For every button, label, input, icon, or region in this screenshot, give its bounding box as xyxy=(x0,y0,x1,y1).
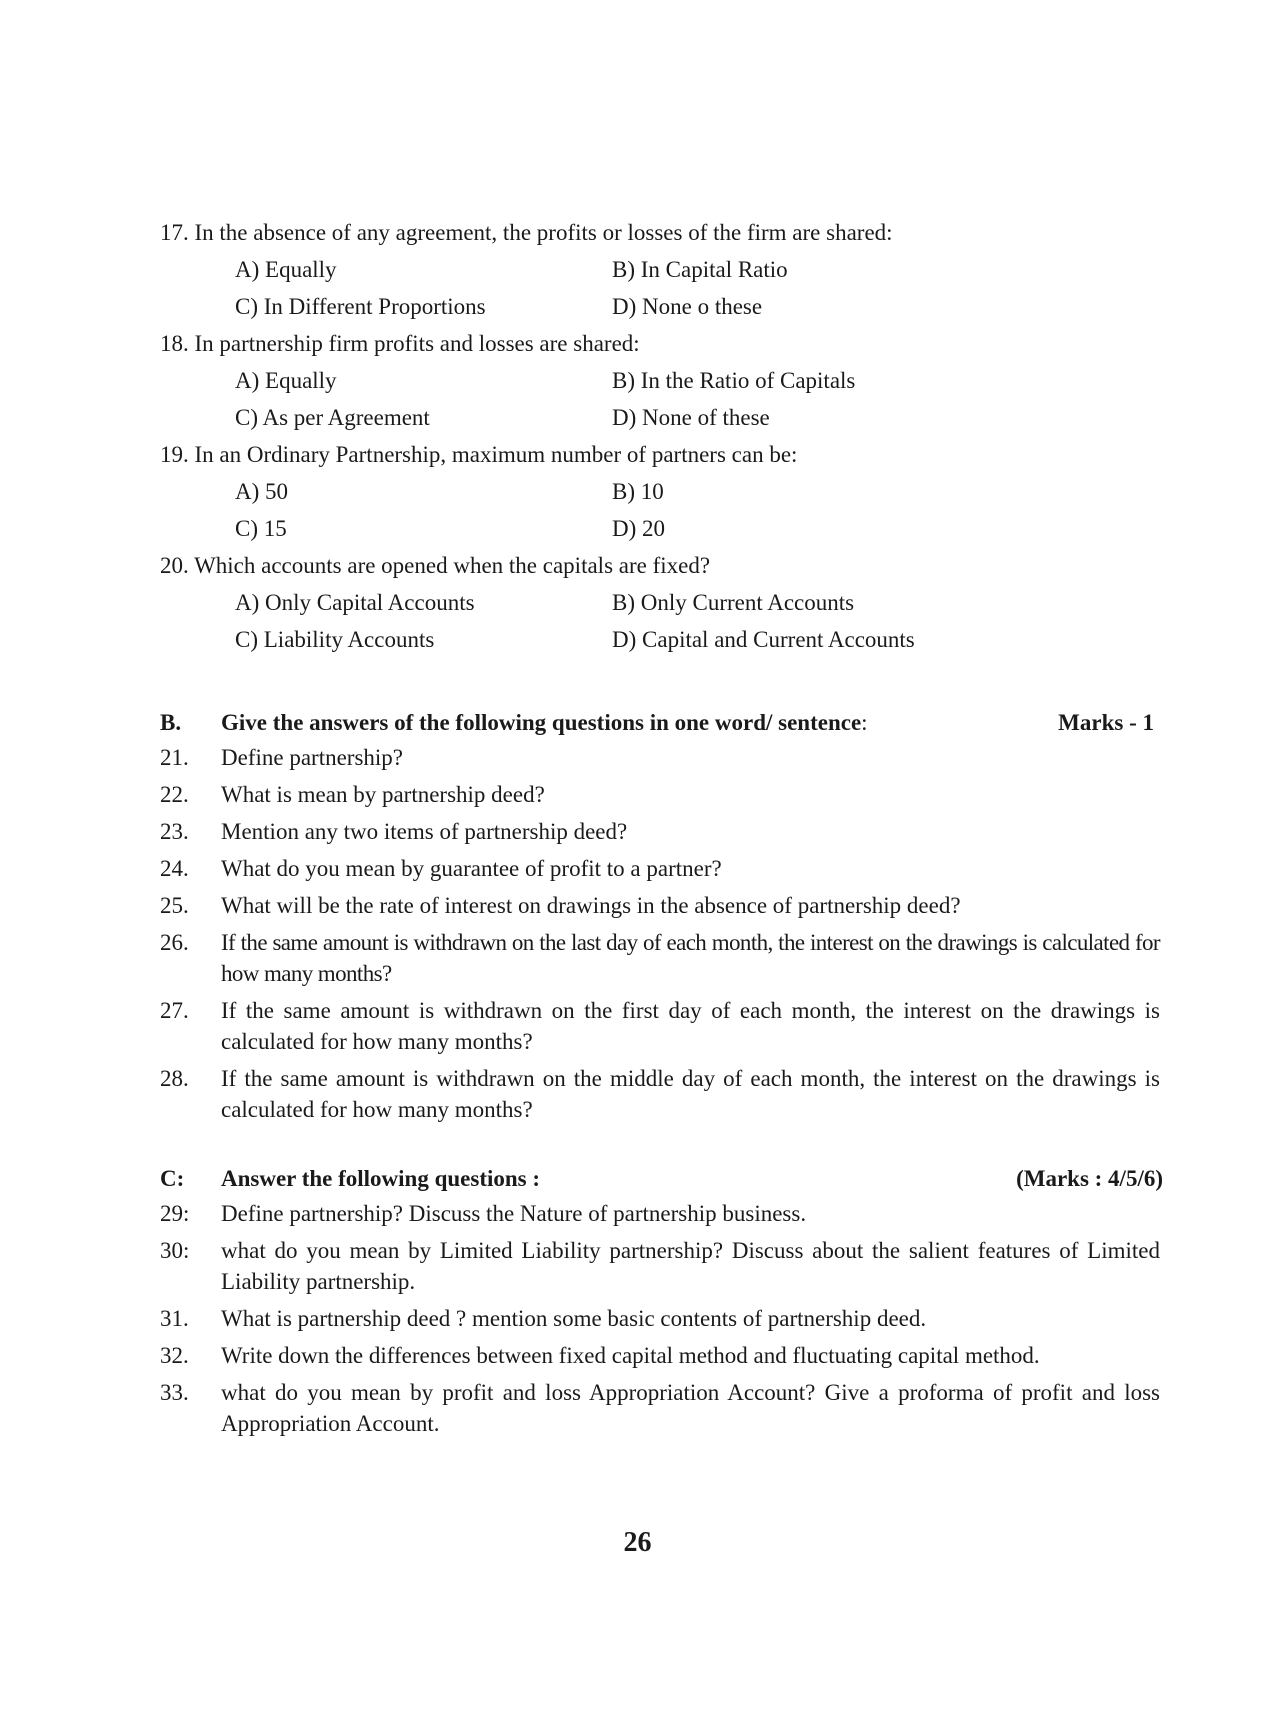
section-title: Answer the following questions : xyxy=(221,1166,541,1191)
mcq-option-d: D) None o these xyxy=(612,294,763,319)
mcq-option-b: B) In the Ratio of Capitals xyxy=(612,368,856,393)
mcq-option-b: B) 10 xyxy=(612,479,664,504)
mcq-options-row xyxy=(160,362,1160,399)
mcq-option-a: A) Equally xyxy=(235,257,337,282)
mcq-option-d: D) Capital and Current Accounts xyxy=(612,627,915,652)
mcq-section xyxy=(160,214,1160,658)
mcq-question-18: 18. In partnership firm profits and losses are shared: xyxy=(160,331,640,356)
question-item xyxy=(160,779,1160,810)
question-text: If the same amount is withdrawn on the first day of each month, the interest on the drawings is calculated for how many months? xyxy=(221,998,1160,1054)
question-number: 32. xyxy=(160,1343,189,1368)
mcq-option-c: C) 15 xyxy=(235,516,287,541)
question-text: Write down the differences between fixed capital method and fluctuating capital method. xyxy=(221,1343,1040,1368)
question-item xyxy=(160,1235,1160,1297)
question-text: If the same amount is withdrawn on the middle day of each month, the interest on the drawings is calculated for how many months? xyxy=(221,1066,1160,1122)
section-title xyxy=(221,704,868,742)
mcq-option-d: D) 20 xyxy=(612,516,666,541)
question-item xyxy=(160,890,1160,921)
question-text: Mention any two items of partnership deed? xyxy=(221,819,628,844)
question-number: 23. xyxy=(160,819,189,844)
question-item xyxy=(160,1063,1160,1125)
section-c xyxy=(160,1160,1163,1445)
question-item xyxy=(160,1340,1160,1371)
mcq-question-19: 19. In an Ordinary Partnership, maximum number of partners can be: xyxy=(160,442,798,467)
mcq-option-b: B) In Capital Ratio xyxy=(612,257,788,282)
question-text: what do you mean by Limited Liability partnership? Discuss about the salient features of Limited Liability partnership. xyxy=(221,1238,1160,1294)
mcq-option-a: A) Only Capital Accounts xyxy=(235,590,475,615)
question-item xyxy=(160,853,1160,884)
question-item xyxy=(160,1198,1160,1229)
mcq-options-row xyxy=(160,621,1160,658)
question-number: 21. xyxy=(160,745,189,770)
section-c-heading xyxy=(160,1160,1163,1198)
question-number: 22. xyxy=(160,782,189,807)
mcq-option-c: C) As per Agreement xyxy=(235,405,430,430)
question-text: Define partnership? xyxy=(221,745,404,770)
question-number: 28. xyxy=(160,1066,189,1091)
question-number: 24. xyxy=(160,856,189,881)
page-number: 26 xyxy=(623,1527,652,1558)
mcq-options-row xyxy=(160,584,1160,621)
section-title-text: Give the answers of the following questions in one word/ sentence xyxy=(221,710,862,735)
question-number: 29: xyxy=(160,1201,190,1226)
question-text: What do you mean by guarantee of profit to a partner? xyxy=(221,856,722,881)
mcq-option-a: A) Equally xyxy=(235,368,337,393)
mcq-option-b: B) Only Current Accounts xyxy=(612,590,855,615)
mcq-question-20: 20. Which accounts are opened when the capitals are fixed? xyxy=(160,553,711,578)
question-text: Define partnership? Discuss the Nature of partnership business. xyxy=(221,1201,807,1226)
question-item xyxy=(160,1303,1160,1334)
question-text: What is partnership deed ? mention some basic contents of partnership deed. xyxy=(221,1306,927,1331)
question-item xyxy=(160,816,1160,847)
mcq-options-row xyxy=(160,288,1160,325)
question-number: 27. xyxy=(160,998,189,1023)
section-title-colon: : xyxy=(861,710,868,735)
mcq-options-row xyxy=(160,510,1160,547)
question-text: What will be the rate of interest on drawings in the absence of partnership deed? xyxy=(221,893,961,918)
mcq-options-row xyxy=(160,251,1160,288)
question-text: what do you mean by profit and loss Appropriation Account? Give a proforma of profit and loss Appropriation Account. xyxy=(221,1380,1160,1436)
question-item xyxy=(160,995,1160,1057)
question-item xyxy=(160,742,1160,773)
mcq-option-c: C) Liability Accounts xyxy=(235,627,435,652)
mcq-options-row xyxy=(160,399,1160,436)
question-item xyxy=(160,927,1160,989)
question-number: 25. xyxy=(160,893,189,918)
mcq-question-17: 17. In the absence of any agreement, the profits or losses of the firm are shared: xyxy=(160,220,893,245)
question-text: If the same amount is withdrawn on the last day of each month, the interest on the drawings is calculated for how many months? xyxy=(221,930,1160,986)
question-text: What is mean by partnership deed? xyxy=(221,782,545,807)
question-number: 33. xyxy=(160,1380,189,1405)
section-b-heading xyxy=(160,704,1160,742)
question-item xyxy=(160,1377,1160,1439)
section-letter: B. xyxy=(160,710,182,735)
mcq-option-c: C) In Different Proportions xyxy=(235,294,486,319)
question-number: 26. xyxy=(160,930,189,955)
question-number: 31. xyxy=(160,1306,189,1331)
section-b xyxy=(160,704,1160,1131)
section-marks: Marks - 1 xyxy=(1058,710,1154,735)
mcq-option-d: D) None of these xyxy=(612,405,770,430)
section-letter: C: xyxy=(160,1166,185,1191)
mcq-option-a: A) 50 xyxy=(235,479,289,504)
question-number: 30: xyxy=(160,1238,190,1263)
section-marks: (Marks : 4/5/6) xyxy=(1016,1166,1163,1191)
mcq-options-row xyxy=(160,473,1160,510)
